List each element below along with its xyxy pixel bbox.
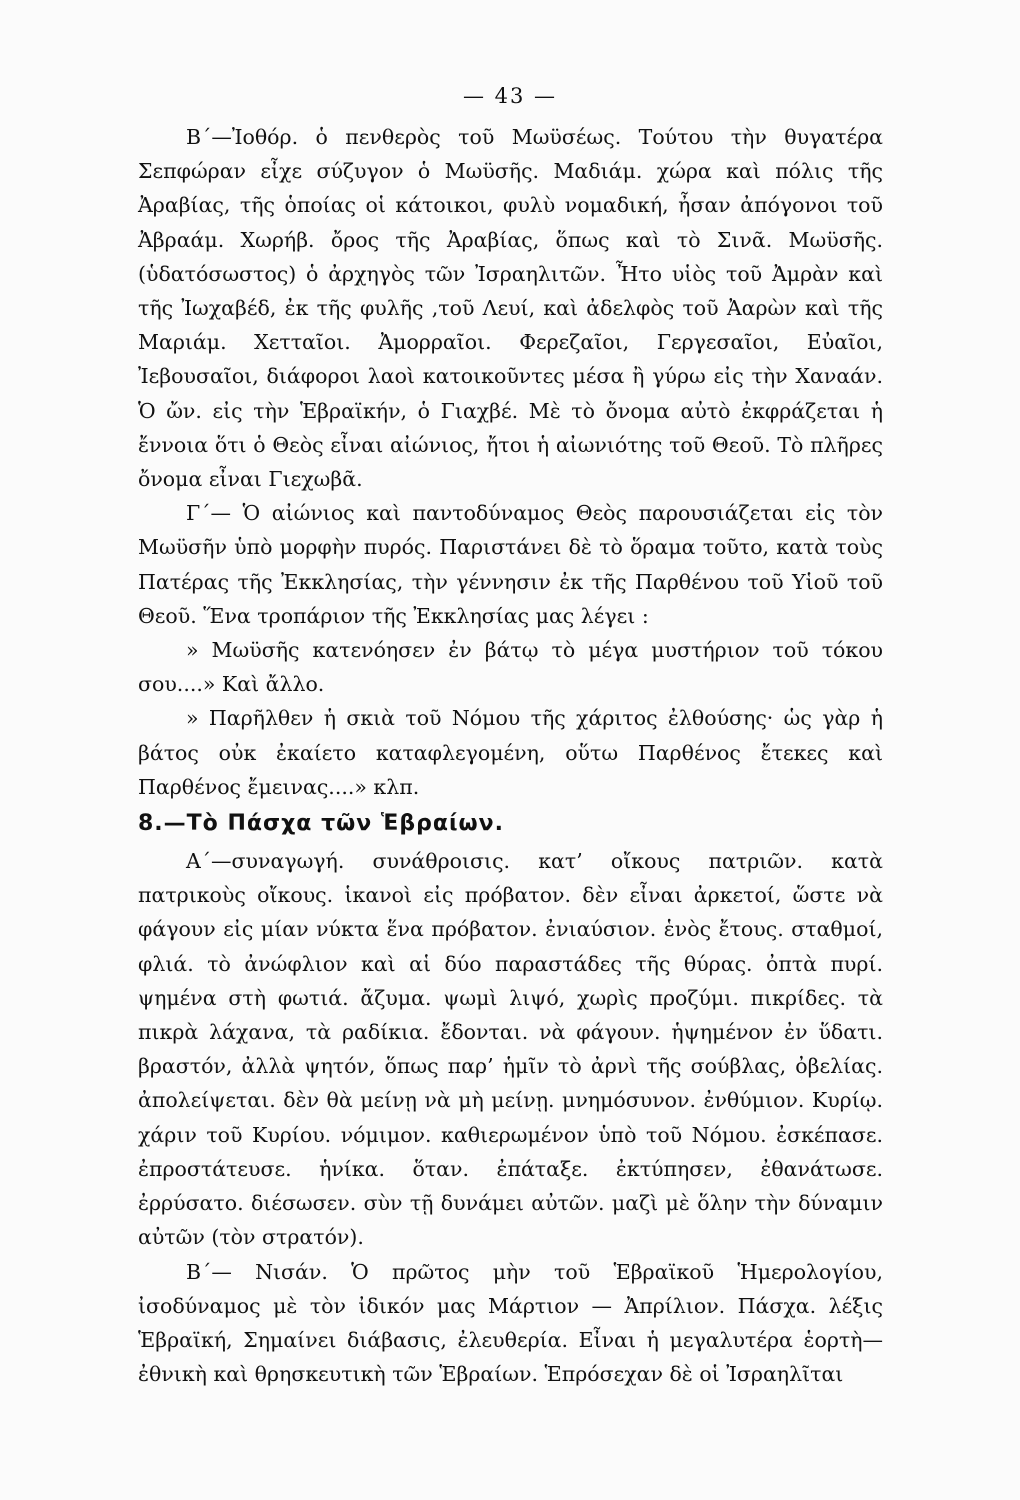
paragraph-hymn-quote-2: » Παρῆλθεν ἡ σκιὰ τοῦ Νόμου τῆς χάριτος ἐλθούσης· ὡς γὰρ ἡ βάτος οὐκ ἐκαίετο καταφλεγομένη, οὕτω Παρθένος ἔτεκες καὶ Παρθένος ἔμεινας....» κλπ.	[138, 706, 883, 799]
paragraph-jethro-glossary: Β΄—Ἰοθόρ. ὁ πενθερὸς τοῦ Μωϋσέως. Τούτου τὴν θυγατέρα Σεπφώραν εἶχε σύζυγον ὁ Μωϋσῆς. Μαδιάμ. χώρα καὶ πόλις τῆς Ἀραβίας, τῆς ὁποίας οἱ κάτοικοι, φυλὺ νομαδική, ἦσαν ἀπόγονοι τοῦ Ἀβραάμ. Χωρήβ. ὄρος τῆς Ἀραβίας, ὅπως καὶ τὸ Σινᾶ. Μωϋσῆς. (ὑδατόσωστος) ὁ ἀρχηγὸς τῶν Ἰσραηλιτῶν. Ἦτο υἱὸς τοῦ Ἀμρὰν καὶ τῆς Ἰωχαβέδ, ἐκ τῆς φυλῆς ,τοῦ Λευί, καὶ ἀδελφὸς τοῦ Ἀαρὼν καὶ τῆς Μαριάμ. Χετταῖοι. Ἀμορραῖοι. Φερεζαῖοι, Γεργεσαῖοι, Εὐαῖοι, Ἰεβουσαῖοι, διάφοροι λαοὶ κατοικοῦντες μέσα ἢ γύρω εἰς τὴν Χαναάν. Ὁ ὤν. εἰς τὴν Ἑβραϊκήν, ὁ Γιαχβέ. Μὲ τὸ ὄνομα αὐτὸ ἐκφράζεται ἡ ἔννοια ὅτι ὁ Θεὸς εἶναι αἰώνιος, ἤτοι ἡ αἰωνιότης τοῦ Θεοῦ. Τὸ πλῆρες ὄνομα εἶναι Γιεχωβᾶ.	[138, 125, 883, 492]
paragraph-burning-bush: Γ΄— Ὁ αἰώνιος καὶ παντοδύναμος Θεὸς παρουσιάζεται εἰς τὸν Μωϋσῆν ὑπὸ μορφὴν πυρός. Παριστάνει δὲ τὸ ὅραμα τοῦτο, κατὰ τοὺς Πατέρας τῆς Ἐκκλησίας, τὴν γέννησιν ἐκ τῆς Παρθένου τοῦ Υἱοῦ τοῦ Θεοῦ. Ἕνα τροπάριον τῆς Ἐκκλησίας μας λέγει :	[138, 501, 883, 628]
paragraph-hymn-quote-1: » Μωϋσῆς κατενόησεν ἐν βάτῳ τὸ μέγα μυστήριον τοῦ τόκου σου....» Καὶ ἄλλο.	[138, 638, 883, 697]
page-number: — 43 —	[462, 84, 558, 108]
page-body	[138, 120, 883, 1391]
paragraph-nisan: Β΄— Νισάν. Ὁ πρῶτος μὴν τοῦ Ἑβραϊκοῦ Ἡμερολογίου, ἰσοδύναμος μὲ τὸν ἰδικόν μας Μάρτιον — Ἀπρίλιον. Πάσχα. λέξις Ἑβραϊκή, Σημαίνει διάβασις, ἐλευθερία. Εἶναι ἡ μεγαλυτέρα ἑορτὴ— ἐθνικὴ καὶ θρησκευτικὴ τῶν Ἑβραίων. Ἑπρόσεχαν δὲ οἱ Ἰσραηλῖται	[138, 1259, 883, 1387]
paragraph-passover-glossary: Α΄—συναγωγή. συνάθροισις. κατ’ οἴκους πατριῶν. κατὰ πατρικοὺς οἴκους. ἱκανοὶ εἰς πρόβατον. δὲν εἶναι ἀρκετοί, ὥστε νὰ φάγουν εἰς μίαν νύκτα ἕνα πρόβατον. ἐνιαύσιον. ἑνὸς ἔτους. σταθμοί, φλιά. τὸ ἀνώφλιον καὶ αἱ δύο παραστάδες τῆς θύρας. ὀπτὰ πυρί. ψημένα στὴ φωτιά. ἄζυμα. ψωμὶ λιψό, χωρὶς προζύμι. πικρίδες. τὰ πικρὰ λάχανα, τὰ ραδίκια. ἔδονται. νὰ φάγουν. ἡψημένον ἐν ὕδατι. βραστόν, ἀλλὰ ψητόν, ὅπως παρ’ ἡμῖν τὸ ἀρνὶ τῆς σούβλας, ὀβελίας. ἀπολείψεται. δὲν θὰ μείνῃ νὰ μὴ μείνῃ. μνημόσυνον. ἐνθύμιον. Κυρίῳ. χάριν τοῦ Κυρίου. νόμιμον. καθιερωμένον ὑπὸ τοῦ Νόμου. ἐσκέπασε. ἐπροστάτευσε. ἡνίκα. ὅταν. ἐπάταξε. ἐκτύπησεν, ἐθανάτωσε. ἐρρύσατο. διέσωσεν. σὺν τῇ δυνάμει αὐτῶν. μαζὶ μὲ ὅλην τὴν δύναμιν αὐτῶν (τὸν στρατόν).	[138, 849, 883, 1250]
section-heading: 8.—Τὸ Πάσχα τῶν Ἑβραίων.	[138, 811, 504, 837]
